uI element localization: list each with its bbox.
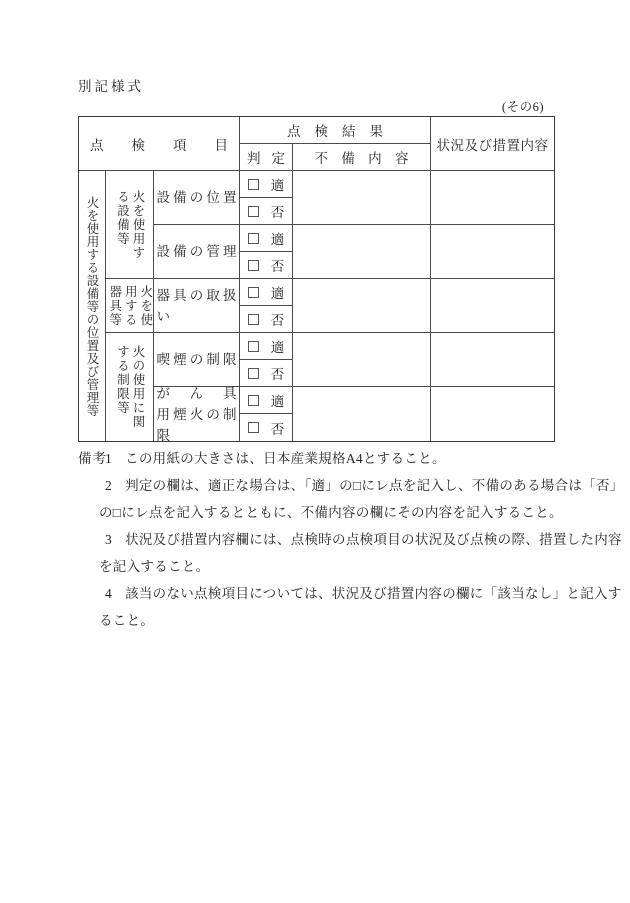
item-label: 喫煙の制限 bbox=[156, 352, 237, 367]
note-line: を記入すること。 bbox=[99, 559, 210, 574]
pass-label: 適 bbox=[270, 394, 285, 409]
form-title: 別記様式 bbox=[78, 79, 144, 94]
group-label-line: 火を使用す bbox=[131, 189, 145, 260]
item-smoking-restriction bbox=[154, 333, 240, 387]
fail-checkbox[interactable] bbox=[248, 260, 259, 271]
item-label: 設備の位置 bbox=[156, 190, 237, 205]
group-fire-use-restrictions bbox=[106, 333, 154, 441]
deficiency-input-cell[interactable] bbox=[293, 279, 431, 333]
fire-inspection-table bbox=[78, 116, 555, 442]
header-inspection-result bbox=[240, 117, 431, 144]
note-line: ること。 bbox=[99, 613, 155, 628]
note-line: の□にレ点を記入するとともに、不備内容の欄にその内容を記入すること。 bbox=[99, 505, 563, 520]
pass-label: 適 bbox=[270, 340, 285, 355]
note-item bbox=[99, 580, 622, 634]
header-inspection-items bbox=[79, 117, 240, 171]
deficiency-input-cell[interactable] bbox=[293, 171, 431, 225]
status-input-cell[interactable] bbox=[431, 279, 554, 333]
note-number: 2 bbox=[105, 478, 113, 493]
status-input-cell[interactable] bbox=[431, 171, 554, 225]
judgement-pass-cell bbox=[240, 225, 293, 252]
fail-checkbox[interactable] bbox=[248, 368, 259, 379]
judgement-fail-cell bbox=[240, 414, 293, 441]
group-label-line: する制限等 bbox=[115, 345, 130, 415]
item-equipment-position bbox=[154, 171, 240, 225]
item-toy-fireworks-restriction bbox=[154, 387, 240, 441]
page-number: (その6) bbox=[501, 100, 544, 114]
judgement-fail-cell bbox=[240, 306, 293, 333]
header-status-measures-label: 状況及び措置内容 bbox=[436, 137, 549, 153]
note-line: 判定の欄は、適正な場合は、「適」の□にレ点を記入し、不備のある場合は「否」 bbox=[125, 478, 624, 493]
header-inspection-result-label: 点検結果 bbox=[287, 124, 383, 139]
category-label: 火を使用する設備等の位置及び管理等 bbox=[85, 195, 99, 417]
pass-checkbox[interactable] bbox=[248, 233, 259, 244]
header-judgement-label: 判定 bbox=[247, 151, 285, 166]
note-item bbox=[99, 526, 622, 580]
note-line: この用紙の大きさは、日本産業規格A4とすること。 bbox=[125, 451, 446, 466]
notes-label: 備考 bbox=[78, 451, 107, 466]
deficiency-input-cell[interactable] bbox=[293, 387, 431, 441]
judgement-pass-cell bbox=[240, 279, 293, 306]
item-equipment-management bbox=[154, 225, 240, 279]
fail-label: 否 bbox=[270, 313, 285, 328]
header-judgement bbox=[240, 144, 293, 171]
fail-label: 否 bbox=[270, 205, 285, 220]
deficiency-input-cell[interactable] bbox=[293, 225, 431, 279]
group-label-line: 火を使 bbox=[138, 284, 153, 327]
fail-checkbox[interactable] bbox=[248, 314, 259, 325]
pass-label: 適 bbox=[270, 178, 285, 193]
note-number: 4 bbox=[105, 586, 113, 601]
pass-checkbox[interactable] bbox=[248, 341, 259, 352]
judgement-fail-cell bbox=[240, 252, 293, 279]
pass-checkbox[interactable] bbox=[248, 395, 259, 406]
note-line: 該当のない点検項目については、状況及び措置内容の欄に「該当なし」と記入す bbox=[125, 586, 622, 601]
note-item bbox=[99, 445, 569, 472]
pass-label: 適 bbox=[270, 286, 285, 301]
note-number: 1 bbox=[105, 451, 113, 466]
fail-checkbox[interactable] bbox=[248, 206, 259, 217]
status-input-cell[interactable] bbox=[431, 225, 554, 279]
deficiency-input-cell[interactable] bbox=[293, 333, 431, 387]
note-item bbox=[99, 472, 624, 526]
status-input-cell[interactable] bbox=[431, 387, 554, 441]
fail-label: 否 bbox=[270, 421, 285, 437]
pass-checkbox[interactable] bbox=[248, 287, 259, 298]
group-label-line: 器具等 bbox=[107, 284, 122, 327]
notes-section bbox=[99, 445, 624, 634]
category-fire-use-equipment bbox=[79, 171, 106, 441]
group-label-line: 火の使用に関 bbox=[131, 345, 145, 429]
item-label: がん具 bbox=[156, 385, 237, 401]
judgement-pass-cell bbox=[240, 333, 293, 360]
note-line: 状況及び措置内容欄には、点検時の点検項目の状況及び点検の際、措置した内容 bbox=[125, 532, 622, 547]
header-inspection-items-label: 点検項目 bbox=[90, 137, 228, 153]
judgement-fail-cell bbox=[240, 360, 293, 387]
item-label: 用煙火の制限 bbox=[156, 406, 237, 443]
note-number: 3 bbox=[105, 532, 113, 547]
item-appliance-handling bbox=[154, 279, 240, 333]
fail-label: 否 bbox=[270, 367, 285, 382]
header-deficiency-details-label: 不備内容 bbox=[314, 151, 409, 166]
header-status-measures bbox=[431, 117, 554, 171]
fail-checkbox[interactable] bbox=[248, 422, 259, 433]
judgement-pass-cell bbox=[240, 171, 293, 198]
judgement-pass-cell bbox=[240, 387, 293, 414]
pass-label: 適 bbox=[270, 232, 285, 247]
group-fire-equipment bbox=[106, 171, 154, 279]
group-fire-appliances bbox=[106, 279, 154, 333]
pass-checkbox[interactable] bbox=[248, 179, 259, 190]
header-deficiency-details bbox=[293, 144, 431, 171]
fail-label: 否 bbox=[270, 259, 285, 274]
group-label-line: る設備等 bbox=[115, 189, 130, 246]
item-label: 設備の管理 bbox=[156, 244, 237, 259]
judgement-fail-cell bbox=[240, 198, 293, 225]
item-label: 器具の取扱い bbox=[156, 287, 237, 324]
group-label-line: 用する bbox=[123, 284, 138, 327]
status-input-cell[interactable] bbox=[431, 333, 554, 387]
